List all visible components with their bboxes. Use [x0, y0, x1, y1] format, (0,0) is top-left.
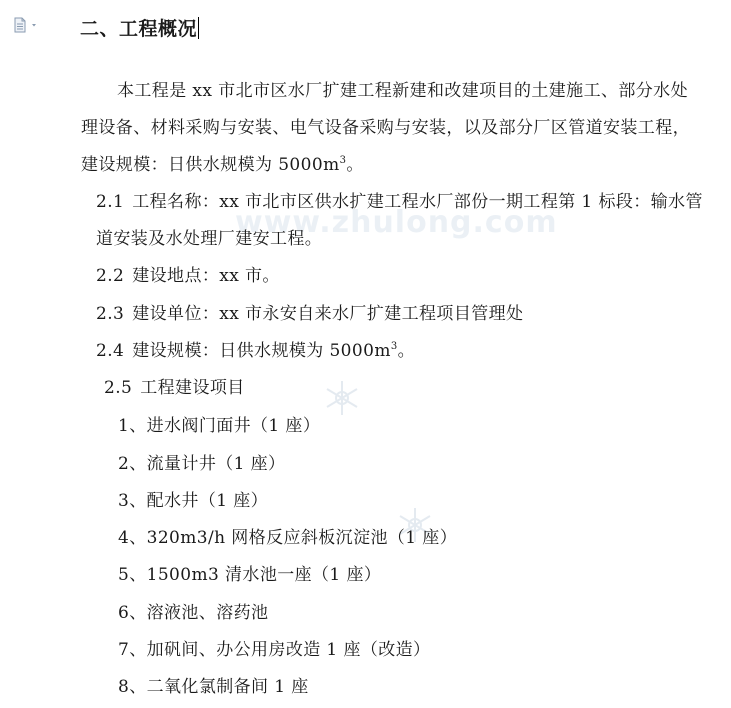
- text-cursor: [198, 17, 199, 39]
- section-heading[interactable]: [80, 14, 199, 44]
- project-item: 7、加矾间、办公用房改造 1 座（改造）: [118, 640, 431, 660]
- watermark-text: www.zhulong.com: [235, 205, 558, 240]
- project-item: 8、二氧化氯制备间 1 座: [118, 677, 309, 697]
- item-2-3: [96, 296, 523, 333]
- item-text: 建设单位：xx 市永安自来水厂扩建工程项目管理处: [132, 304, 524, 324]
- section-heading-text: 二、工程概况: [80, 18, 198, 40]
- intro-text: 本工程是 xx 市北市区水厂扩建工程新建和改建项目的土建施工、部分水处理设备、材料采购与安装、电气设备采购与安装，以及部分厂区管道安装工程，建设规模：日供水规模为 5000m: [81, 81, 690, 175]
- document-icon: [13, 17, 41, 33]
- item-text: 建设规模：日供水规模为 5000m: [132, 341, 391, 361]
- project-item: 2、流量计井（1 座）: [118, 454, 286, 474]
- item-text: 工程名称：xx 市北市区供水扩建工程水厂部份一期工程第 1 标段：输水管道安装及水处理厂建安工程。: [96, 192, 703, 249]
- item-number: 2.2: [96, 266, 125, 286]
- item-text-end: 。: [397, 341, 416, 361]
- item-superscript: 3: [390, 341, 398, 352]
- item-number: 2.3: [96, 304, 125, 324]
- dropdown-arrow-icon: [32, 24, 36, 27]
- project-item: 5、1500m3 清水池一座（1 座）: [118, 565, 382, 585]
- project-item: 6、溶液池、溶药池: [118, 603, 269, 623]
- item-number: 2.1: [96, 192, 125, 212]
- item-number: 2.4: [96, 341, 125, 361]
- item-2-2: [96, 258, 280, 295]
- item-2-4: [96, 333, 415, 370]
- item-2-5: [104, 370, 245, 407]
- item-text: 工程建设项目: [140, 378, 245, 398]
- project-item: 3、配水井（1 座）: [118, 491, 269, 511]
- project-item: 1、进水阀门面井（1 座）: [118, 416, 321, 436]
- item-2-1: [96, 184, 704, 258]
- watermark-snowflake-icon: [322, 378, 362, 418]
- item-text: 建设地点：xx 市。: [132, 266, 280, 286]
- item-number: 2.5: [104, 378, 133, 398]
- intro-text-end: 。: [346, 155, 364, 175]
- intro-paragraph: [81, 73, 691, 184]
- intro-superscript: 3: [339, 155, 347, 166]
- document-menu-icon[interactable]: [13, 17, 41, 33]
- project-item: 4、320m3/h 网格反应斜板沉淀池（1 座）: [118, 528, 458, 548]
